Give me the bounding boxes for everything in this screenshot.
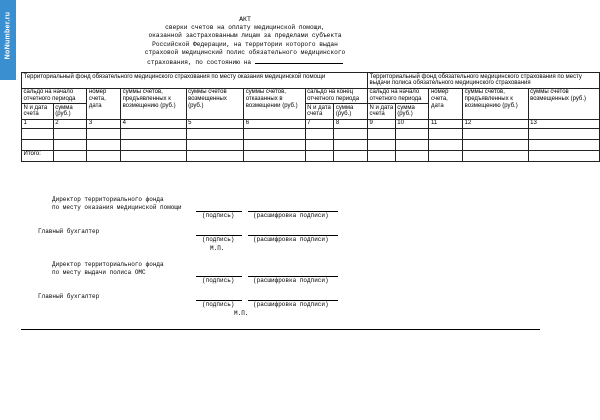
caption-decode-2: (расшифровка подписи) — [253, 236, 329, 243]
stamp-label-1: М.П. — [210, 245, 225, 252]
director-treatment-line-1: Директор территориального фонда — [52, 196, 164, 203]
col-num-3: 3 — [87, 119, 121, 128]
col-account-no-left: номер счета, дата — [87, 88, 121, 119]
bottom-rule — [21, 329, 540, 330]
watermark-band — [0, 0, 16, 80]
title-line-1: сверки счетов на оплату медицинской помощи, — [165, 24, 325, 32]
sub-sum-3: сумма (руб.) — [395, 104, 429, 120]
column-header-row — [22, 88, 600, 104]
title-date-prefix: страхования, по состоянию на — [147, 59, 252, 67]
reconciliation-table — [21, 72, 600, 162]
col-num-8: 8 — [334, 119, 368, 128]
col-reimbursed-left: суммы счетов возмещенных (руб.) — [186, 88, 244, 119]
col-num-2: 2 — [53, 119, 87, 128]
title-line-4: страховой медицинский полис обязательного медицинского — [144, 48, 346, 56]
caption-decode-1: (расшифровка подписи) — [253, 212, 329, 219]
date-blank-line — [255, 57, 343, 64]
col-saldo-start-right: сальдо на начало отчетного периода — [368, 88, 429, 104]
caption-sign-3: (подпись) — [202, 277, 235, 284]
caption-decode-3: (расшифровка подписи) — [253, 277, 329, 284]
col-saldo-start-left: сальдо на начало отчетного периода — [22, 88, 87, 104]
document-title — [130, 16, 360, 67]
empty-row-2 — [22, 139, 600, 150]
title-line-3: Российской Федерации, на территории которого выдан — [152, 40, 338, 48]
col-presented-right: суммы счетов, предъявленных к возмещению (руб.) — [463, 88, 529, 119]
col-num-1: 1 — [22, 119, 54, 128]
col-num-11: 11 — [429, 119, 463, 128]
caption-sign-2: (подпись) — [202, 236, 235, 243]
title-line-5 — [130, 57, 360, 67]
sub-n-date-3: N и дата счета — [368, 104, 396, 120]
col-reimbursed-right: суммы счетов возмещенных (руб.) — [528, 88, 599, 119]
col-account-no-right: номер счета, дата — [429, 88, 463, 119]
sub-n-date-1: N и дата счета — [22, 104, 54, 120]
caption-sign-4: (подпись) — [202, 301, 235, 308]
col-num-5: 5 — [186, 119, 244, 128]
total-label: Итого: — [22, 150, 54, 161]
column-number-row — [22, 119, 600, 128]
col-num-4: 4 — [121, 119, 187, 128]
col-presented-left: суммы счетов, предъявленных к возмещению (руб.) — [121, 88, 187, 119]
col-saldo-end-left: сальдо на конец отчетного периода — [305, 88, 367, 104]
director-issue-line-2: по месту выдачи полиса ОМС — [52, 269, 146, 276]
group-header-right: Территориальный фонд обязательного медицинского страхования по месту выдачи полиса обязательного медицинского страхования — [368, 73, 600, 89]
sub-n-date-2: N и дата счета — [305, 104, 334, 120]
col-num-12: 12 — [463, 119, 529, 128]
director-issue-line-1: Директор территориального фонда — [52, 261, 164, 268]
watermark-text: NoNumber.ru — [4, 11, 12, 60]
empty-row-1 — [22, 128, 600, 139]
caption-sign-1: (подпись) — [202, 212, 235, 219]
act-heading: АКТ — [239, 16, 251, 23]
group-header-row — [22, 73, 600, 89]
col-num-9: 9 — [368, 119, 396, 128]
accountant-label-1: Главный бухгалтер — [38, 228, 100, 235]
title-line-2: оказанной застрахованным лицам за пределами субъекта — [148, 32, 342, 40]
caption-decode-4: (расшифровка подписи) — [253, 301, 329, 308]
col-num-13: 13 — [528, 119, 599, 128]
sub-sum-1: сумма (руб.) — [53, 104, 87, 120]
sub-sum-2: сумма (руб.) — [334, 104, 368, 120]
director-treatment-line-2: по месту оказания медицинской помощи — [52, 204, 182, 211]
group-header-left: Территориальный фонд обязательного медицинского страхования по месту оказания медицинской помощи — [22, 73, 368, 89]
col-num-6: 6 — [244, 119, 305, 128]
col-refused-left: суммы счетов, отказанных в возмещении (руб.) — [244, 88, 305, 119]
accountant-label-2: Главный бухгалтер — [38, 293, 100, 300]
col-num-7: 7 — [305, 119, 334, 128]
total-row — [22, 150, 600, 161]
col-num-10: 10 — [395, 119, 429, 128]
stamp-label-2: М.П. — [234, 310, 249, 317]
